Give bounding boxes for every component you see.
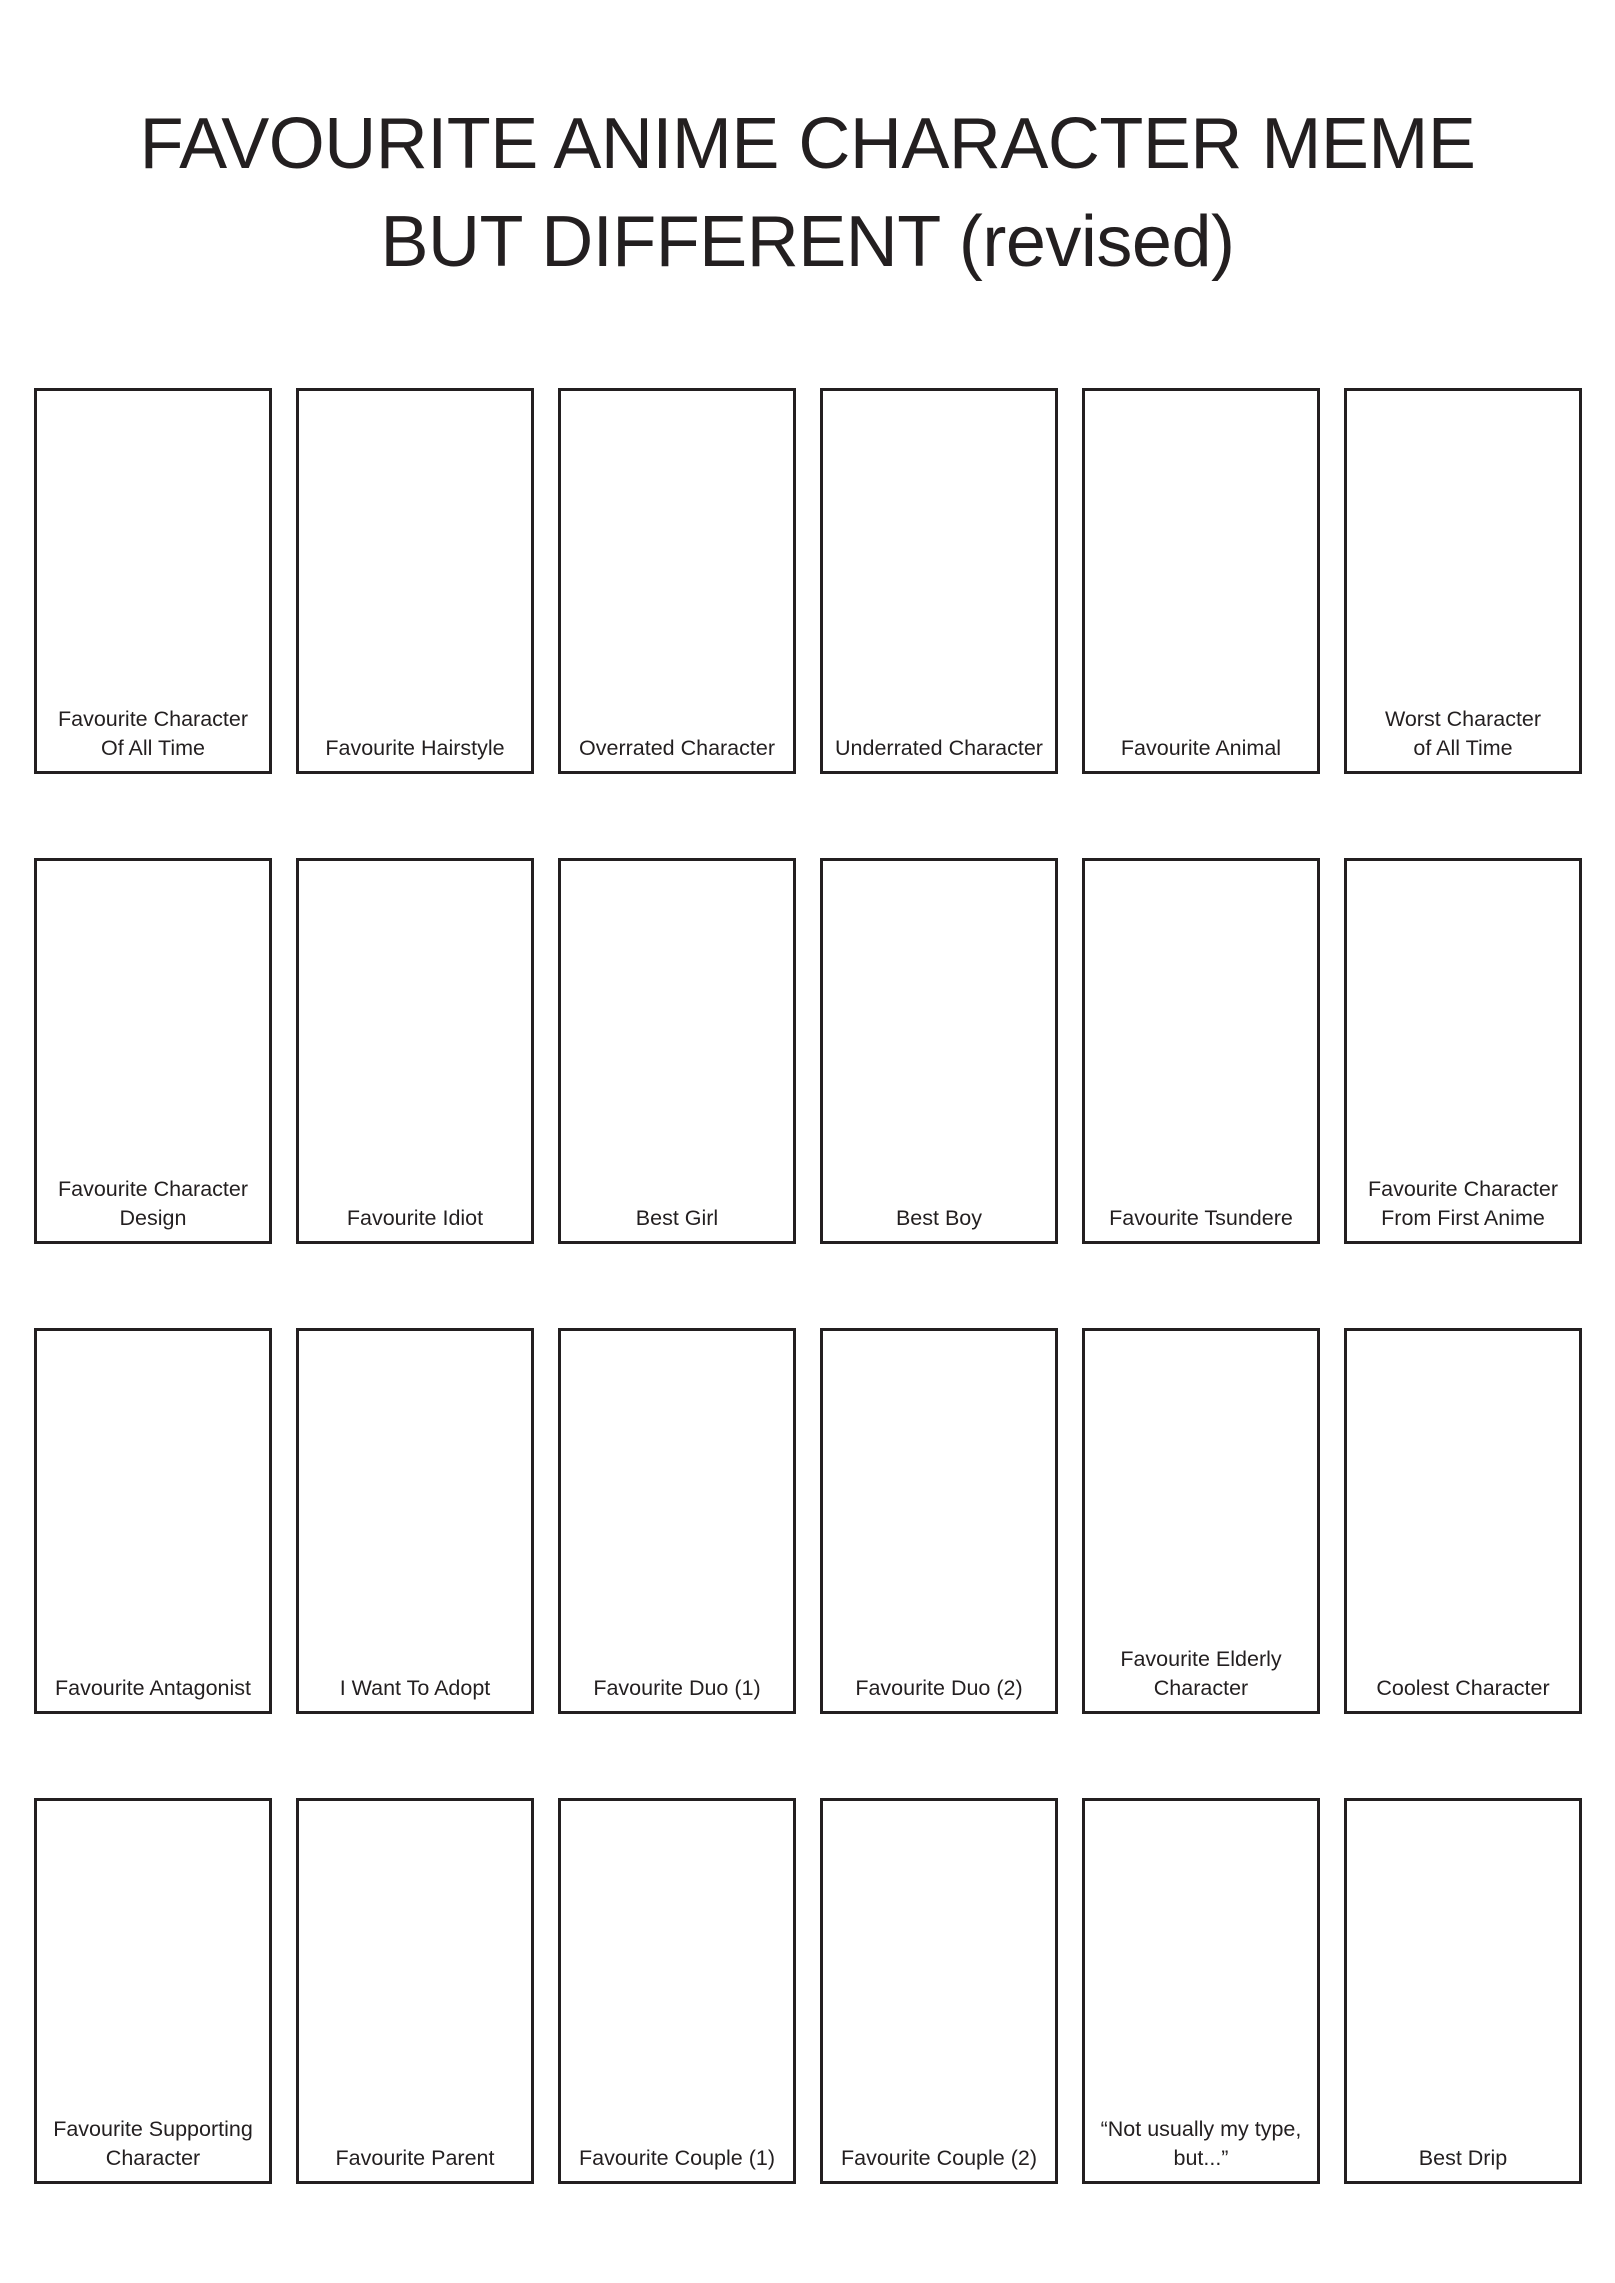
card-label: Favourite Couple (2)	[841, 2146, 1037, 2170]
card-label: Favourite Animal	[1120, 736, 1282, 760]
card-label: Favourite Supporting Character	[53, 2117, 253, 2170]
card-favourite-antagonist[interactable]	[34, 1328, 272, 1714]
card-favourite-elderly-character[interactable]	[1082, 1328, 1320, 1714]
card-best-boy[interactable]	[820, 858, 1058, 1244]
card-label: Favourite Character Design	[58, 1177, 248, 1230]
card-favourite-character-of-all-time[interactable]	[34, 388, 272, 774]
card-label: Coolest Character	[1376, 1676, 1550, 1700]
character-card-grid	[34, 388, 1582, 2184]
card-label: Favourite Idiot	[346, 1206, 484, 1230]
card-label: Favourite Character From First Anime	[1368, 1177, 1558, 1230]
card-label: Favourite Couple (1)	[579, 2146, 775, 2170]
card-favourite-character-from-first-anime[interactable]	[1344, 858, 1582, 1244]
card-label: Best Girl	[635, 1206, 719, 1230]
card-overrated-character[interactable]	[558, 388, 796, 774]
card-favourite-duo-1[interactable]	[558, 1328, 796, 1714]
card-label: Worst Character of All Time	[1384, 707, 1542, 760]
card-favourite-couple-1[interactable]	[558, 1798, 796, 2184]
card-favourite-hairstyle[interactable]	[296, 388, 534, 774]
card-label: Overrated Character	[579, 736, 775, 760]
card-favourite-tsundere[interactable]	[1082, 858, 1320, 1244]
card-label: Favourite Duo (1)	[593, 1676, 761, 1700]
card-label: Favourite Character Of All Time	[58, 707, 248, 760]
card-favourite-couple-2[interactable]	[820, 1798, 1058, 2184]
card-best-girl[interactable]	[558, 858, 796, 1244]
page-title: FAVOURITE ANIME CHARACTER MEME	[139, 104, 1476, 184]
card-favourite-duo-2[interactable]	[820, 1328, 1058, 1714]
card-label: Best Drip	[1418, 2146, 1508, 2170]
card-label: Favourite Elderly Character	[1120, 1647, 1282, 1700]
card-label: Best Boy	[895, 1206, 983, 1230]
card-label: “Not usually my type, but...”	[1100, 2117, 1302, 2170]
card-favourite-parent[interactable]	[296, 1798, 534, 2184]
card-favourite-animal[interactable]	[1082, 388, 1320, 774]
card-label: Favourite Tsundere	[1109, 1206, 1293, 1230]
card-best-drip[interactable]	[1344, 1798, 1582, 2184]
card-worst-character-of-all-time[interactable]	[1344, 388, 1582, 774]
card-label: Favourite Hairstyle	[325, 736, 505, 760]
card-i-want-to-adopt[interactable]	[296, 1328, 534, 1714]
card-underrated-character[interactable]	[820, 388, 1058, 774]
card-label: Favourite Antagonist	[54, 1676, 251, 1700]
card-favourite-idiot[interactable]	[296, 858, 534, 1244]
card-label: Favourite Duo (2)	[855, 1676, 1023, 1700]
page-subtitle: BUT DIFFERENT (revised)	[380, 202, 1235, 282]
card-favourite-character-design[interactable]	[34, 858, 272, 1244]
card-label: I Want To Adopt	[339, 1676, 491, 1700]
card-label: Favourite Parent	[335, 2146, 495, 2170]
card-label: Underrated Character	[835, 736, 1043, 760]
card-favourite-supporting-character[interactable]	[34, 1798, 272, 2184]
card-coolest-character[interactable]	[1344, 1328, 1582, 1714]
card-not-usually-my-type[interactable]	[1082, 1798, 1320, 2184]
